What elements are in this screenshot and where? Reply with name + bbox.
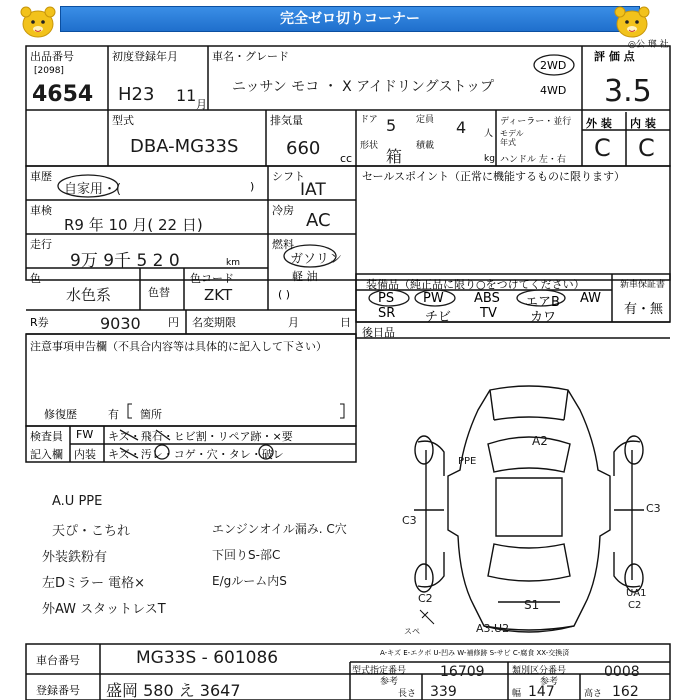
interior-label: 内 装 [630, 117, 656, 130]
lot-label: 出品番号 [30, 50, 74, 63]
name-change-day: 日 [340, 316, 351, 329]
fuel-other: ( ) [278, 288, 291, 301]
history-label: 車歴 [30, 170, 52, 183]
fuel-label: 燃料 [272, 238, 294, 251]
inspector-entry-label: 記入欄 [30, 448, 63, 461]
repair-place: 箇所 [140, 408, 162, 421]
mileage-label: 走行 [30, 238, 52, 251]
equip-leather: カワ [530, 310, 557, 325]
chassis-value: MG33S - 601086 [136, 648, 279, 668]
damage-mark: UA1 [626, 588, 647, 599]
car-name-value: ニッサン モコ ・ X アイドリングストップ [232, 79, 495, 95]
ac-value: AC [306, 210, 331, 231]
first-registration-label: 初度登録年月 [112, 50, 178, 63]
fuel-diesel: 軽 油 [292, 270, 318, 283]
shift-label: シフト [272, 170, 305, 183]
shape-value: 箱 [386, 147, 403, 166]
model-value: DBA-MG33S [130, 136, 239, 157]
dealer-label: ディーラー・並行 [500, 117, 572, 127]
repair-label: 修復歴 [44, 408, 77, 421]
damage-mark: PPE [458, 456, 477, 467]
damage-mark: C2 [418, 592, 433, 605]
color-value: 水色系 [66, 286, 112, 304]
interior-check-items: キズ・汚レ・コゲ・穴・タレ・破レ [108, 448, 284, 461]
displacement-unit: cc [340, 152, 353, 165]
interior-grade: C [638, 134, 655, 162]
lot-small-number: [2098] [34, 66, 64, 76]
notes-title: 注意事項申告欄（不具合内容等は具体的に記入して下さい） [30, 340, 327, 353]
length-value: 339 [430, 684, 457, 700]
name-change-label: 名変期限 [192, 316, 236, 329]
yen-unit: 円 [168, 316, 179, 329]
equip-aw: AW [580, 291, 602, 306]
damage-mark: スペ [404, 627, 420, 636]
inspection-value: R9 年 10 月( 22 日) [64, 216, 203, 234]
damage-mark: S1 [524, 598, 540, 612]
fw-items: キズ・飛石・ヒビ割・リペア跡・×要 [108, 430, 293, 443]
color-code-value: ZKT [204, 286, 233, 304]
capacity-value: 4 [456, 118, 467, 137]
sanko-label: 参考 [540, 677, 559, 687]
color-code-label: 色コード [190, 272, 234, 285]
banner-title: 完全ゼロ切りコーナー [60, 6, 640, 32]
lot-number: 4654 [32, 82, 94, 107]
exterior-label: 外 装 [586, 117, 612, 130]
chassis-label: 車台番号 [36, 654, 80, 667]
registration-value: 盛岡 580 え 3647 [106, 681, 241, 700]
history-close: ) [250, 180, 255, 193]
load-unit: kg [484, 154, 495, 164]
drive-4wd: 4WD [540, 84, 567, 97]
color-change-label: 色替 [148, 286, 170, 299]
damage-mark: C3 [646, 502, 661, 515]
car-name-label: 車名・グレード [212, 50, 289, 63]
exterior-grade: C [594, 134, 611, 162]
recycle-label: R券 [30, 316, 49, 329]
remark-line: 外AW スタットレスT [42, 602, 166, 617]
month-unit: 月 [196, 98, 207, 111]
model-designation-label: 型式指定番号 [352, 666, 407, 676]
ac-label: 冷房 [272, 204, 294, 217]
capacity-label: 定員 [416, 115, 435, 125]
remark-line: 外装鉄粉有 [42, 550, 108, 565]
damage-mark: A3.U2 [476, 622, 510, 635]
door-label: ドア [360, 115, 378, 125]
damage-mark: A2 [532, 434, 548, 448]
equip-tv-navi: チビ [425, 310, 452, 325]
length-label: 長さ [398, 689, 417, 699]
remark-line: 左Dミラー 電格× [42, 576, 146, 591]
load-label: 積載 [416, 141, 435, 151]
width-value: 147 [528, 684, 555, 700]
first-registration-era: H23 [118, 84, 155, 105]
shift-value: IAT [300, 180, 326, 200]
capacity-unit: 人 [484, 129, 494, 139]
equip-ps: PS [378, 291, 395, 306]
remark-line: 天ぴ・こちれ [52, 524, 131, 539]
category-value: 0008 [604, 664, 640, 680]
fw-label: FW [76, 428, 94, 441]
interior-check-label: 内装 [74, 448, 96, 461]
category-label: 類別区分番号 [512, 666, 567, 676]
handle-label: ハンドル 左・右 [500, 155, 566, 165]
door-value: 5 [386, 116, 397, 135]
width-label: 幅 [512, 689, 522, 699]
sanko-label: 参考 [380, 677, 399, 687]
mileage-unit: km [226, 258, 240, 268]
name-change-month: 月 [288, 316, 299, 329]
warranty-value: 有・無 [624, 302, 664, 317]
shape-label: 形状 [360, 141, 379, 151]
equip-airbag: エアB [525, 295, 560, 310]
remark-line: 下回りS-部C [212, 548, 281, 562]
top-right-note: ◎公 瑯 社 [628, 40, 669, 50]
height-label: 高さ [584, 689, 603, 699]
height-value: 162 [612, 684, 639, 700]
score-label: 評 価 点 [594, 50, 635, 63]
displacement-value: 660 [286, 138, 321, 159]
equip-sr: SR [378, 306, 396, 321]
equip-pw: PW [423, 291, 444, 306]
damage-mark: C2 [628, 600, 642, 611]
model-year-label-2: 年式 [500, 138, 516, 147]
model-designation-value: 16709 [440, 664, 485, 680]
remark-line: E/gルーム内S [212, 574, 287, 588]
inspector-label: 検査員 [30, 430, 63, 443]
color-label: 色 [30, 272, 41, 285]
score-value: 3.5 [604, 74, 652, 109]
model-year-label: モデル [500, 129, 524, 138]
drive-2wd: 2WD [540, 59, 567, 72]
damage-legend: A-キズ E-エクボ U-凹み W-補修跡 S-サビ C-腐食 XX-交換済 [380, 649, 570, 657]
later-items-label: 後日品 [362, 326, 395, 339]
history-value: 自家用・( [64, 182, 122, 197]
displacement-label: 排気量 [270, 114, 303, 127]
equip-tv: TV [480, 306, 497, 321]
recycle-value: 9030 [100, 314, 141, 333]
equip-abs: ABS [474, 291, 500, 306]
registration-label: 登録番号 [36, 684, 80, 697]
warranty-label: 新車保証書 [620, 280, 666, 290]
repair-has: 有 [108, 408, 119, 421]
remark-line: エンジンオイル漏み. C穴 [212, 522, 347, 536]
sales-point-label: セールスポイント（正常に機能するものに限ります） [362, 170, 626, 183]
fuel-gasoline: ガソリン [290, 252, 343, 267]
first-registration-month: 11 [176, 86, 197, 105]
mileage-value: 9万 9千 5 2 0 [70, 251, 180, 271]
equipment-title: 装備品（純正品に限り○をつけてください） [366, 278, 585, 291]
inspection-label: 車検 [30, 204, 52, 217]
remark-line: A.U PPE [52, 494, 103, 509]
damage-mark: C3 [402, 514, 417, 527]
model-label: 型式 [112, 114, 134, 127]
